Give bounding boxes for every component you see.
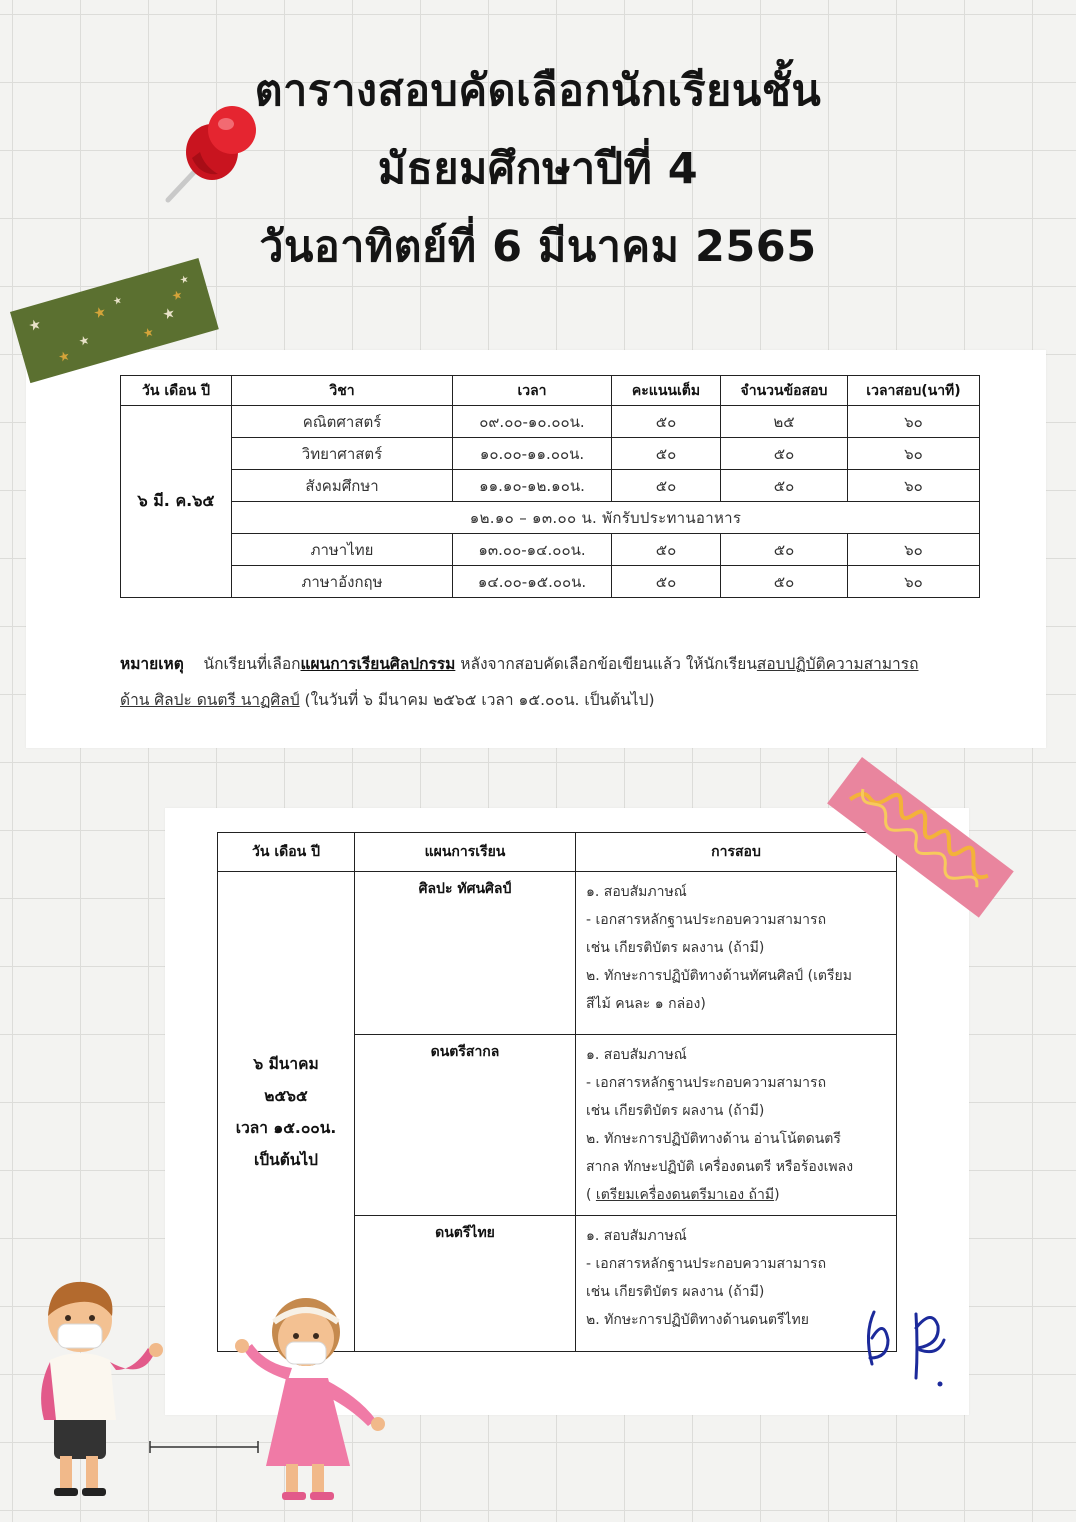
time-cell: ๑๑.๑๐-๑๒.๑๐น. xyxy=(453,470,612,502)
items-cell: ๒๕ xyxy=(721,406,848,438)
exam-line: เช่น เกียรติบัตร ผลงาน (ถ้ามี) xyxy=(586,1103,765,1119)
svg-text:★: ★ xyxy=(111,294,124,308)
time-cell: ๑๓.๐๐-๑๔.๐๐น. xyxy=(453,534,612,566)
svg-text:★: ★ xyxy=(77,332,92,349)
items-cell: ๕๐ xyxy=(721,534,848,566)
exam-line: - เอกสารหลักฐานประกอบความสามารถ xyxy=(586,1256,827,1272)
svg-text:★: ★ xyxy=(91,303,109,323)
date-line: เวลา ๑๕.๐๐น. xyxy=(235,1118,337,1137)
score-cell: ๕๐ xyxy=(612,470,721,502)
plan-western-music: ดนตรีสากล xyxy=(355,1035,576,1216)
table-row xyxy=(121,438,980,470)
exam-line: สากล ทักษะปฏิบัติ เครื่องดนตรี หรือร้องเพลง xyxy=(586,1159,854,1175)
exam-line: เช่น เกียรติบัตร ผลงาน (ถ้ามี) xyxy=(586,940,765,956)
minutes-cell: ๖๐ xyxy=(848,534,980,566)
plan-thai-music: ดนตรีไทย xyxy=(355,1216,576,1352)
date-line: ๖ มีนาคม xyxy=(253,1054,319,1073)
score-cell: ๕๐ xyxy=(612,406,721,438)
table-row xyxy=(121,406,980,438)
children-illustration-icon xyxy=(30,1270,400,1510)
items-cell: ๕๐ xyxy=(721,470,848,502)
score-cell: ๕๐ xyxy=(612,566,721,598)
subject-cell: ภาษาอังกฤษ xyxy=(232,566,453,598)
subject-cell: วิทยาศาสตร์ xyxy=(232,438,453,470)
remark-practical: สอบปฏิบัติความสามารถ xyxy=(756,655,919,673)
table-row xyxy=(218,872,897,1035)
header-date: วัน เดือน ปี xyxy=(218,833,355,872)
svg-text:★: ★ xyxy=(170,287,185,304)
time-cell: ๐๙.๐๐-๑๐.๐๐น. xyxy=(453,406,612,438)
header-items: จำนวนข้อสอบ xyxy=(721,376,848,406)
title-line-3: วันอาทิตย์ที่ 6 มีนาคม 2565 xyxy=(259,222,817,272)
remark-label: หมายเหตุ xyxy=(120,655,184,673)
header-minutes: เวลาสอบ(นาที) xyxy=(848,376,980,406)
lunch-break: ๑๒.๑๐ – ๑๓.๐๐ น. พักรับประทานอาหาร xyxy=(232,502,980,534)
remark-text-3: (ในวันที่ ๖ มีนาคม ๒๕๖๕ เวลา ๑๕.๐๐น. เป็นต้นไป) xyxy=(299,691,655,709)
header-subject: วิชา xyxy=(232,376,453,406)
lunch-row xyxy=(121,502,980,534)
minutes-cell: ๖๐ xyxy=(848,470,980,502)
minutes-cell: ๖๐ xyxy=(848,566,980,598)
exam-line: ๒. ทักษะการปฏิบัติทางด้านทัศนศิลป์ (เตรียม xyxy=(586,968,852,984)
exam-line: ๑. สอบสัมภาษณ์ xyxy=(586,1228,687,1244)
date-line: เป็นต้นไป xyxy=(253,1150,319,1169)
exam-line: ๒. ทักษะการปฏิบัติทางด้านดนตรีไทย xyxy=(586,1312,809,1328)
time-cell: ๑๐.๐๐-๑๑.๐๐น. xyxy=(453,438,612,470)
push-pin-icon xyxy=(160,100,270,210)
subject-cell: สังคมศึกษา xyxy=(232,470,453,502)
exam-thai-music xyxy=(576,1216,897,1352)
table-row xyxy=(121,470,980,502)
score-cell: ๕๐ xyxy=(612,438,721,470)
written-exam-table xyxy=(120,375,980,598)
exam-art xyxy=(576,872,897,1035)
title-line-2: มัธยมศึกษาปีที่ 4 xyxy=(377,144,699,194)
exam-line: ( เตรียมเครื่องดนตรีมาเอง ถ้ามี) xyxy=(586,1187,780,1203)
items-cell: ๕๐ xyxy=(721,566,848,598)
exam-line: สีไม้ คนละ ๑ กล่อง) xyxy=(586,996,706,1012)
exam-line: ๑. สอบสัมภาษณ์ xyxy=(586,1047,687,1063)
exam-line: เช่น เกียรติบัตร ผลงาน (ถ้ามี) xyxy=(586,1284,765,1300)
svg-text:★: ★ xyxy=(26,316,44,336)
header-plan: แผนการเรียน xyxy=(355,833,576,872)
plan-art: ศิลปะ ทัศนศิลป์ xyxy=(355,872,576,1035)
exam-line: ๒. ทักษะการปฏิบัติทางด้าน อ่านโน้ตดนตรี xyxy=(586,1131,841,1147)
remark xyxy=(120,646,1020,718)
date-line: ๒๕๖๕ xyxy=(264,1086,308,1105)
svg-text:★: ★ xyxy=(141,324,156,341)
table-header-row xyxy=(121,376,980,406)
header-exam: การสอบ xyxy=(576,833,897,872)
subject-cell: ภาษาไทย xyxy=(232,534,453,566)
exam-line: - เอกสารหลักฐานประกอบความสามารถ xyxy=(586,1075,827,1091)
bring-instrument-note: เตรียมเครื่องดนตรีมาเอง ถ้ามี xyxy=(595,1187,775,1203)
exam-western-music xyxy=(576,1035,897,1216)
remark-text-2: หลังจากสอบคัดเลือกข้อเขียนแล้ว ให้นักเรียน xyxy=(455,655,757,673)
svg-text:★: ★ xyxy=(178,273,191,287)
items-cell: ๕๐ xyxy=(721,438,848,470)
exam-line: - เอกสารหลักฐานประกอบความสามารถ xyxy=(586,912,827,928)
svg-text:★: ★ xyxy=(56,348,73,367)
signature-icon xyxy=(858,1278,958,1398)
svg-text:★: ★ xyxy=(160,304,178,324)
table-header-row xyxy=(218,833,897,872)
minutes-cell: ๖๐ xyxy=(848,438,980,470)
remark-fields: ด้าน ศิลปะ ดนตรี นาฏศิลป์ xyxy=(120,691,300,709)
ruler-line-icon xyxy=(148,1440,260,1454)
minutes-cell: ๖๐ xyxy=(848,406,980,438)
table-row xyxy=(121,566,980,598)
exam-date: ๖ มี. ค.๖๕ xyxy=(121,406,232,598)
title-line-1: ตารางสอบคัดเลือกนักเรียนชั้น xyxy=(254,66,822,116)
header-time: เวลา xyxy=(453,376,612,406)
score-cell: ๕๐ xyxy=(612,534,721,566)
exam-line: ๑. สอบสัมภาษณ์ xyxy=(586,884,687,900)
subject-cell: คณิตศาสตร์ xyxy=(232,406,453,438)
header-date: วัน เดือน ปี xyxy=(121,376,232,406)
table-row xyxy=(121,534,980,566)
remark-text-1: นักเรียนที่เลือก xyxy=(203,655,301,673)
header-score: คะแนนเต็ม xyxy=(612,376,721,406)
written-exam-card xyxy=(26,350,1046,748)
remark-plan: แผนการเรียนศิลปกรรม xyxy=(300,655,456,673)
time-cell: ๑๔.๐๐-๑๕.๐๐น. xyxy=(453,566,612,598)
